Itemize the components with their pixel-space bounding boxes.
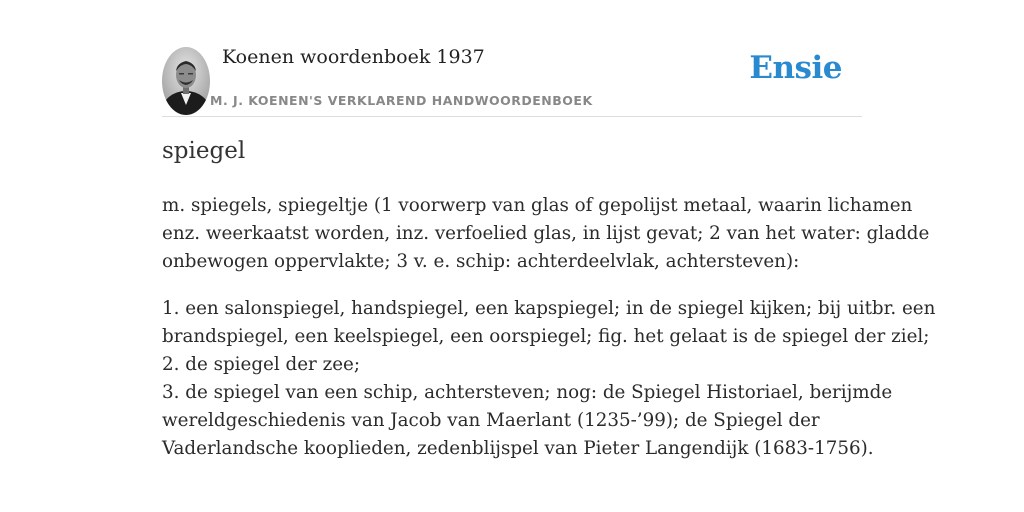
example-line: Vaderlandsche kooplieden, zedenblijspel van Pieter Langendijk (1683-1756).: [162, 438, 874, 459]
entry-definition: [162, 192, 930, 276]
entry-headword: spiegel: [162, 138, 246, 164]
example-line: 2. de spiegel der zee;: [162, 354, 361, 375]
example-line: 1. een salonspiegel, handspiegel, een kapspiegel; in de spiegel kijken; bij uitbr. een: [162, 298, 936, 319]
dictionary-header: [162, 40, 862, 117]
example-line: brandspiegel, een keelspiegel, een oorspiegel; fig. het gelaat is de spiegel der ziel;: [162, 326, 930, 347]
author-portrait-icon: [162, 47, 210, 115]
example-line: wereldgeschiedenis van Jacob van Maerlant (1235-’99); de Spiegel der: [162, 410, 820, 431]
entry-examples: [162, 295, 936, 463]
definition-line: enz. weerkaatst worden, inz. verfoelied glas, in lijst gevat; 2 van het water: gladde: [162, 223, 930, 244]
dictionary-title: Koenen woordenboek 1937: [222, 46, 485, 68]
definition-line: onbewogen oppervlakte; 3 v. e. schip: achterdeelvlak, achtersteven):: [162, 251, 800, 272]
definition-line: m. spiegels, spiegeltje (1 voorwerp van glas of gepolijst metaal, waarin lichamen: [162, 195, 913, 216]
brand-logo-link[interactable]: Ensie: [749, 50, 842, 86]
dictionary-subtitle: M. J. KOENEN'S VERKLAREND HANDWOORDENBOEK: [210, 93, 593, 108]
example-line: 3. de spiegel van een schip, achtersteven; nog: de Spiegel Historiael, berijmde: [162, 382, 893, 403]
